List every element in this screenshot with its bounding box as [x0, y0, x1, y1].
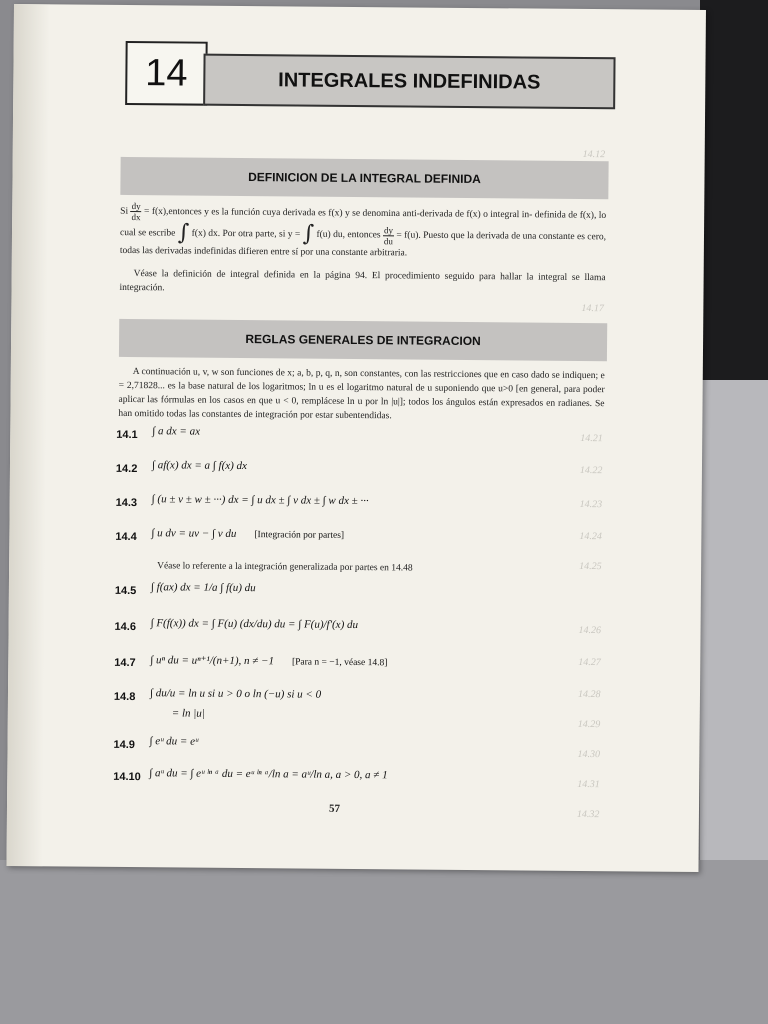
def-fraction-dydx — [130, 201, 141, 222]
bleed-through-number: 14.25 — [579, 560, 602, 573]
background-grey-edge — [700, 380, 768, 880]
def-text-d: f(u) du, entonces — [316, 229, 381, 241]
formula-body: ∫ eᵘ du = eᵘ — [149, 735, 199, 748]
formula-row — [114, 617, 614, 651]
definition-paragraph — [120, 201, 606, 262]
formula-number: 14.9 — [113, 738, 136, 752]
bleed-through-number: 14.21 — [580, 432, 603, 445]
formula-body: ∫ uⁿ du = uⁿ⁺¹/(n+1), n ≠ −1 [Para n = −1, véase 14.8] — [150, 654, 388, 669]
formula-number: 14.4 — [115, 530, 137, 544]
page-binding-shadow — [6, 4, 50, 866]
background-dark-edge — [700, 0, 768, 380]
frac-num: dy — [131, 201, 141, 212]
bleed-through-number: 14.24 — [579, 530, 602, 543]
formula-row — [116, 425, 616, 459]
formula-row — [115, 581, 615, 615]
section-heading-rules: REGLAS GENERALES DE INTEGRACION — [119, 319, 607, 361]
formula-row — [113, 767, 613, 801]
bleed-through-number: 14.27 — [578, 656, 601, 669]
section-heading-definition: DEFINICION DE LA INTEGRAL DEFINIDA — [120, 157, 608, 199]
formula-number: 14.10 — [113, 770, 141, 784]
formula-note: [Para n = −1, véase 14.8] — [291, 657, 388, 669]
formula-body: ∫ u dv = uv − ∫ v du [Integración por partes] — [151, 527, 345, 541]
chapter-title: INTEGRALES INDEFINIDAS — [203, 54, 615, 110]
def-text-b: = f(x),entonces y es la función cuya derivada es f(x) y se denomina anti-derivada de f(x) o integral in- definida de f(x), lo cual se escribe — [119, 206, 607, 239]
formula-number: 14.7 — [114, 656, 136, 670]
bleed-through-number: 14.31 — [577, 778, 600, 791]
formula-note: [Integración por partes] — [254, 530, 345, 541]
bleed-through-number: 14.22 — [579, 464, 603, 477]
integral-sign: ∫ — [177, 220, 190, 246]
formula-body: ∫ du/u = ln u si u > 0 o ln (−u) si u < 0 — [149, 687, 322, 701]
frac-den: du — [383, 235, 394, 246]
bleed-through-number: 14.17 — [581, 302, 604, 315]
formula-number: 14.8 — [113, 690, 136, 704]
bleed-through-number: 14.23 — [579, 498, 603, 511]
formula-body: ∫ aᵘ du = ∫ eᵘ ˡⁿ ᵃ du = eᵘ ˡⁿ ᵃ/ln a = aᵘ/ln a, a > 0, a ≠ 1 — [149, 767, 388, 782]
rules-intro-paragraph: A continuación u, v, w son funciones de x; a, b, p, q, n, son constantes, con las restricciones que en caso dado se indiquen; e = 2,71828... es la base natural de los logaritmos; ln u es el logaritmo natural de u suponiendo que u>0 [en general, para poder aplicar las fórmulas en los casos en que u < 0, remplácese ln u por ln |u|]; todos los ángulos están expresados en radianes. Se han omitido todas las constantes de integración por estar subentendidas. — [118, 367, 605, 422]
bleed-through-number: 14.26 — [578, 624, 602, 637]
bleed-through-number: 14.29 — [577, 718, 601, 731]
frac-num: dy — [384, 224, 394, 235]
background-table — [0, 860, 768, 1024]
formula-number: 14.6 — [114, 620, 137, 634]
formula-body: ∫ af(x) dx = a ∫ f(x) dx — [151, 459, 248, 473]
def-text-e: = f(u). Puesto que la derivada de una constante es cero, todas las derivadas indefinidas difieren entre sí por una constante arbitraria. — [119, 230, 607, 259]
formula-body: ∫ F(f(x)) dx = ∫ F(u) (dx/du) du = ∫ F(u)/f′(x) du — [150, 617, 359, 632]
bleed-through-number: 14.30 — [577, 748, 601, 761]
formula-number: 14.2 — [115, 462, 138, 476]
formula-body: = ln |u| — [171, 707, 205, 720]
formula-row — [113, 735, 613, 769]
def-text-a: Si — [120, 206, 129, 217]
formula-body: ∫ a dx = ax — [152, 425, 201, 438]
def-text-c: f(x) dx. Por otra parte, si y = — [191, 228, 301, 240]
formula-row — [114, 653, 614, 687]
def-fraction-dydu — [383, 225, 394, 246]
formula-body: ∫ f(ax) dx = 1/a ∫ f(u) du — [150, 581, 256, 595]
frac-den: dx — [131, 212, 141, 223]
formula-row — [115, 493, 615, 527]
chapter-number: 14 — [125, 41, 208, 106]
formula-row — [116, 459, 616, 493]
integral-sign: ∫ — [302, 221, 315, 247]
bleed-through-number: 14.32 — [576, 808, 600, 821]
bleed-through-number: 14.12 — [582, 148, 606, 161]
book-page — [6, 4, 705, 872]
formula-number: 14.5 — [114, 584, 137, 598]
formula-number: 14.3 — [115, 496, 138, 510]
see-reference-note: Véase lo referente a la integración generalizada por partes en 14.48 — [157, 561, 413, 574]
formula-number: 14.1 — [116, 428, 138, 442]
bleed-through-number: 14.28 — [577, 688, 601, 701]
formula-row — [115, 527, 615, 561]
formula-body: ∫ (u ± v ± w ± ···) dx = ∫ u dx ± ∫ v dx ± ∫ w dx ± ··· — [151, 493, 369, 508]
definition-paragraph-2: Véase la definición de integral definida en la página 94. El procedimiento seguido para hallar la integral se llama integración. — [119, 269, 606, 294]
page-number: 57 — [328, 802, 341, 815]
